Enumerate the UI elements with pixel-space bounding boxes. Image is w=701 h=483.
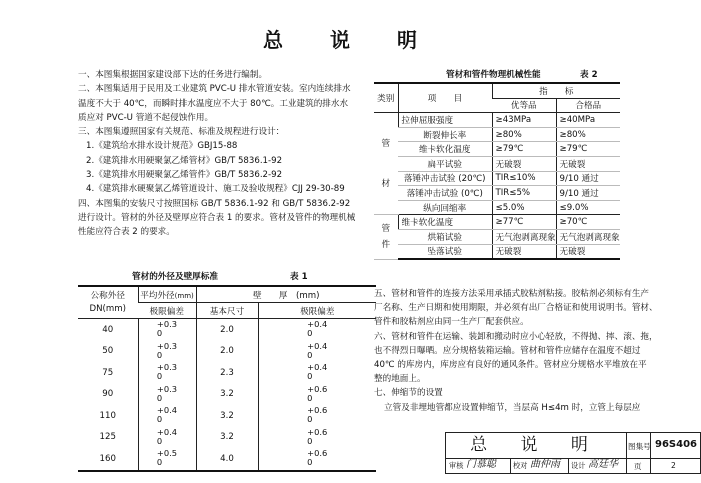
tol-lower: 0 (156, 414, 163, 425)
item-cell: 拉伸屈服强度 (398, 113, 492, 128)
table1-header-wall: 壁 厚 (mm) (196, 286, 376, 303)
note-line: 七、伸缩节的设置 (374, 388, 443, 399)
item-cell: 扁平试验 (398, 156, 492, 171)
tol-upper: +0.3 (156, 362, 178, 373)
table-row (374, 142, 620, 157)
tol-lower: 0 (307, 349, 313, 360)
note-line: 管件和胶粘剂应由同一生产厂配套供应。 (374, 317, 529, 328)
dn-cell: 90 (102, 389, 114, 400)
table2-caption: 管材和管件物理机械性能 (446, 70, 541, 80)
ok-cell: ≥40MPa (556, 113, 620, 128)
table2-body (374, 113, 620, 259)
note-line: 立管及非埋地管都应设置伸缩节，当层高 H≤4m 时，立管上每层应 (384, 402, 641, 413)
table-row (78, 427, 376, 449)
tol-upper: +0.6 (307, 426, 328, 437)
divider (510, 459, 511, 473)
good-cell: 无气泡剥离现象 (492, 229, 556, 244)
wall-tolerance-cell (258, 319, 376, 341)
note-line: 进行设计。管材的外径及壁厚应符合表 1 的要求。管材及管件的物理机械 (78, 212, 356, 223)
item-cell: 落锤冲击试验 (20℃) (398, 171, 492, 186)
avg-tolerance-cell (138, 427, 196, 449)
ok-cell: ≥80% (556, 127, 620, 142)
table-row (374, 171, 620, 186)
table1-header-nominal (78, 286, 138, 319)
good-cell: ≥80% (492, 127, 556, 142)
dn-cell: 125 (99, 432, 116, 443)
header-text: DN(mm) (89, 303, 126, 314)
table-row (374, 244, 620, 259)
dn-cell: 160 (78, 448, 138, 471)
note-line: 五、管材和管件的连接方法采用承插式胶粘剂粘接。胶粘剂必须标有生产 (374, 289, 650, 299)
note-line: 1.《建筑给水排水设计规范》GBJ15-88 (86, 141, 238, 152)
wall-tolerance-cell (258, 362, 376, 384)
wall-tolerance-cell (258, 384, 376, 406)
category-char: 管 (381, 138, 391, 149)
table2-header-item: 项 目 (398, 83, 492, 113)
header-text: 平均外径 (140, 290, 175, 301)
tol-upper: +0.6 (307, 383, 328, 394)
note-line: 六、管材和管件在运输、装卸和搬动时应小心轻放，不得抛、摔、滚、拖， (374, 331, 658, 342)
wall-tolerance-cell (258, 427, 376, 449)
table1-number: 表 1 (290, 272, 308, 282)
tol-lower: 0 (307, 457, 313, 468)
item-cell: 维卡软化温度 (398, 215, 492, 230)
avg-tolerance-cell (138, 448, 196, 471)
ok-cell: 9/10 通过 (556, 186, 620, 201)
tol-lower: 0 (156, 328, 163, 339)
wall-cell: 2.3 (196, 362, 258, 384)
table-row (374, 200, 620, 215)
left-notes (78, 68, 378, 240)
table-row (374, 127, 620, 142)
table-row (78, 362, 376, 384)
page-number: 2 (671, 461, 676, 470)
wall-cell: 3.2 (196, 427, 258, 449)
wall-cell: 4.0 (196, 448, 258, 471)
tol-upper: +0.5 (156, 448, 178, 459)
item-cell: 落锤冲击试验 (0℃) (398, 186, 492, 201)
table1-caption (132, 270, 218, 282)
tol-upper: +0.3 (156, 319, 178, 330)
ok-cell: 无气泡剥离现象 (556, 229, 620, 244)
wall-cell: 2.0 (196, 341, 258, 363)
note-line: 整的地面上。 (374, 374, 426, 385)
drawing-title: 总 说 明 (446, 433, 626, 459)
category-char: 管 (381, 223, 391, 234)
table1-caption-text: 管材的外径及壁厚标准 (132, 272, 218, 282)
dn-cell: 40 (102, 324, 114, 335)
wall-tolerance-cell (258, 341, 376, 363)
tol-upper: +0.4 (307, 362, 328, 373)
note-line: 厂名称、生产日期和使用期限，并必须有出厂合格证和使用说明书。管材、 (374, 303, 658, 314)
note-line: 三、本图集遵照国家有关规范、标准及规程进行设计： (78, 127, 285, 138)
good-cell: 无破裂 (492, 244, 556, 259)
table-row (78, 448, 376, 471)
design-signature: 高廷华 (588, 459, 618, 470)
dn-cell: 75 (102, 367, 114, 378)
tol-lower: 0 (156, 435, 163, 446)
wall-cell: 3.2 (196, 405, 258, 427)
table2-header-index: 指 标 (492, 83, 620, 98)
category-fitting (374, 215, 398, 259)
wall-tolerance-cell (258, 405, 376, 427)
good-cell: ≥79℃ (492, 142, 556, 157)
category-pipe (374, 113, 398, 215)
note-line: 2.《建筑排水用硬聚氯乙烯管材》GB/T 5836.1-92 (86, 155, 283, 166)
tol-lower: 0 (307, 435, 313, 446)
tol-upper: +0.6 (307, 448, 328, 459)
table-row (374, 156, 620, 171)
tol-upper: +0.3 (156, 340, 178, 351)
table-row (78, 405, 376, 427)
note-line: 四、本图集的安装尺寸按照国标 GB/T 5836.1-92 和 GB/T 5836.2-92 (78, 198, 351, 209)
avg-tolerance-cell (138, 384, 196, 406)
ok-cell: ≤9.0% (556, 200, 620, 215)
good-cell: TIR≤5% (492, 186, 556, 201)
table-row (374, 113, 620, 128)
ok-cell: 9/10 通过 (556, 171, 620, 186)
signature-row (446, 459, 626, 473)
divider (650, 433, 651, 473)
design-label: 设计 (571, 461, 586, 470)
table1 (78, 285, 376, 472)
note-line: 4.《建筑排水硬聚氯乙烯管道设计、施工及验收规程》CJJ 29-30-89 (86, 184, 345, 195)
item-cell: 坠落试验 (398, 244, 492, 259)
note-line: 40℃ 的库房内，库房应有良好的通风条件。管材应分规格水平堆放在平 (374, 360, 647, 371)
atlas-number: 96S406 (655, 439, 697, 450)
table1-header-base: 基本尺寸 (196, 303, 258, 319)
check-label: 校对 (513, 461, 528, 470)
item-cell: 烘箱试验 (398, 229, 492, 244)
tol-lower: 0 (307, 328, 313, 339)
tol-lower: 0 (156, 457, 163, 468)
dn-cell: 50 (102, 346, 114, 357)
wall-cell: 2.0 (196, 319, 258, 341)
good-cell: ≥77℃ (492, 215, 556, 230)
header-text: 公称外径 (90, 290, 125, 301)
table-row (374, 186, 620, 201)
wall-cell: 3.2 (196, 384, 258, 406)
note-line: 质应对 PVC-U 管道不起侵蚀作用。 (78, 112, 214, 123)
tol-lower: 0 (307, 392, 313, 403)
tol-upper: +0.4 (307, 319, 328, 330)
header-unit: (mm) (174, 291, 194, 300)
item-cell: 断裂伸长率 (398, 127, 492, 142)
table2-header-category: 类别 (374, 83, 398, 113)
tol-lower: 0 (156, 392, 163, 403)
note-line: 也不得烈日曝晒。应分规格装箱运输。管材和管件应储存在温度不超过 (374, 345, 641, 356)
ok-cell: ≥70℃ (556, 215, 620, 230)
tol-upper: +0.6 (307, 405, 328, 416)
table-row (374, 215, 620, 230)
ok-cell: ≥79℃ (556, 142, 620, 157)
table-row (374, 229, 620, 244)
note-line: 性能应符合表 2 的要求。 (78, 227, 175, 238)
table1-header-dev2: 极限偏差 (258, 303, 376, 319)
avg-tolerance-cell (138, 341, 196, 363)
note-line: 温度不大于 40℃，而瞬时排水温度应不大于 80℃。工业建筑的排水水 (78, 98, 349, 109)
page-label: 页 (634, 462, 642, 471)
tol-upper: +0.4 (156, 426, 178, 437)
review-signature: 门慕聪 (466, 459, 496, 470)
table-row (78, 384, 376, 406)
ok-cell: 无破裂 (556, 156, 620, 171)
table2-number: 表 2 (580, 70, 598, 80)
wall-tolerance-cell (258, 448, 376, 471)
dn-cell: 110 (99, 410, 116, 421)
page-title: 总 说 明 (263, 28, 437, 52)
item-cell: 纵向回缩率 (398, 200, 492, 215)
tol-lower: 0 (156, 349, 163, 360)
tol-lower: 0 (156, 371, 163, 382)
divider (568, 459, 569, 473)
tol-upper: +0.3 (156, 383, 178, 394)
category-char: 件 (381, 239, 391, 250)
good-cell: ≤5.0% (492, 200, 556, 215)
avg-tolerance-cell (138, 405, 196, 427)
divider (625, 458, 700, 459)
tol-lower: 0 (307, 414, 313, 425)
table2 (374, 82, 620, 260)
review-label: 审核 (449, 461, 464, 470)
table2-header-good: 优等品 (492, 98, 556, 113)
table-row (78, 341, 376, 363)
table1-body (78, 319, 376, 471)
table2-header-ok: 合格品 (556, 98, 620, 113)
check-signature: 曲仲雨 (530, 459, 560, 470)
table-row (78, 319, 376, 341)
atlas-label: 图集号 (628, 442, 651, 451)
table1-header-dev: 极限偏差 (138, 303, 196, 319)
ok-cell: 无破裂 (556, 244, 620, 259)
tol-upper: +0.4 (307, 340, 328, 351)
good-cell: TIR≤10% (492, 171, 556, 186)
avg-tolerance-cell (138, 319, 196, 341)
category-char: 材 (381, 178, 391, 189)
title-block (445, 432, 627, 474)
title-block-side (625, 432, 701, 474)
note-line: 二、本图集适用于民用及工业建筑 PVC-U 排水管道安装。室内连续排水 (78, 84, 351, 95)
tol-lower: 0 (307, 371, 313, 382)
table1-header-avg (138, 286, 196, 303)
avg-tolerance-cell (138, 362, 196, 384)
right-notes (374, 287, 658, 415)
note-line: 一、本图集根据国家建设部下达的任务进行编制。 (78, 70, 268, 80)
note-line: 3.《建筑排水用硬聚氯乙烯管件》GB/T 5836.2-92 (86, 170, 283, 181)
good-cell: ≥43MPa (492, 113, 556, 128)
tol-upper: +0.4 (156, 405, 178, 416)
good-cell: 无破裂 (492, 156, 556, 171)
item-cell: 维卡软化温度 (398, 142, 492, 157)
